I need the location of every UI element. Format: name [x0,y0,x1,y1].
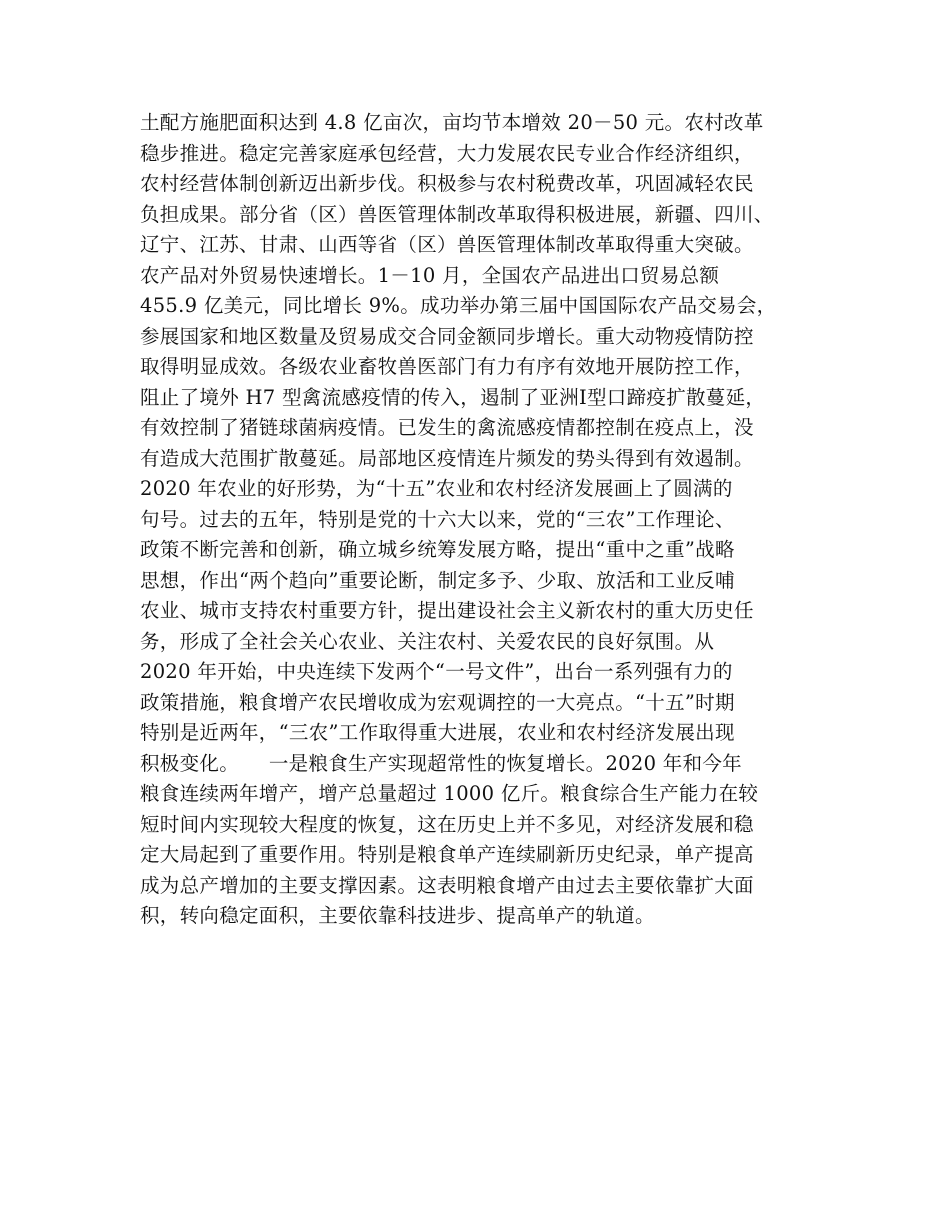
text-line: 政策不断完善和创新，确立城乡统筹发展方略，提出“重中之重”战略 [140,538,735,561]
text-line: 2020 年开始，中央连续下发两个“一号文件”，出台一系列强有力的 [140,660,733,683]
text-line: 农村经营体制创新迈出新步伐。积极参与农村税费改革，巩固减轻农民 [140,172,754,195]
text-line: 有造成大范围扩散蔓延。局部地区疫情连片频发的势头得到有效遏制。 [140,446,754,470]
text-line: 455.9 亿美元，同比增长 9%。成功举办第三届中国国际农产品交易会， [140,294,777,317]
text-line: 积，转向稳定面积，主要依靠科技进步、提高单产的轨道。 [140,904,655,927]
text-line: 有效控制了猪链球菌病疫情。已发生的禽流感疫情都控制在疫点上，没 [140,416,754,439]
text-line: 辽宁、江苏、甘肃、山西等省（区）兽医管理体制改革取得重大突破。 [140,233,754,256]
text-line: 句号。过去的五年，特别是党的十六大以来，党的“三农”工作理论、 [140,507,735,531]
body-text [140,108,840,932]
text-line: 思想，作出“两个趋向”重要论断，制定多予、少取、放活和工业反哺 [140,568,735,592]
text-line: 农业、城市支持农村重要方针，提出建设社会主义新农村的重大历史任 [140,599,754,622]
text-line: 土配方施肥面积达到 4.8 亿亩次，亩均节本增效 20－50 元。农村改革 [140,111,764,134]
text-line: 稳步推进。稳定完善家庭承包经营，大力发展农民专业合作经济组织， [140,141,754,165]
text-line: 务，形成了全社会关心农业、关注农村、关爱农民的良好氛围。从 [140,629,715,653]
text-line: 取得明显成效。各级农业畜牧兽医部门有力有序有效地开展防控工作， [140,355,754,378]
text-line: 阻止了境外 H7 型禽流感疫情的传入，遏制了亚洲Ⅰ型口蹄疫扩散蔓延， [140,385,766,409]
text-line: 成为总产增加的主要支撑因素。这表明粮食增产由过去主要依靠扩大面 [140,873,754,897]
text-line: 农产品对外贸易快速增长。1－10 月，全国农产品进出口贸易总额 [140,263,720,287]
text-line: 2020 年农业的好形势，为“十五”农业和农村经济发展画上了圆满的 [140,477,733,500]
text-line: 政策措施，粮食增产农民增收成为宏观调控的一大亮点。“十五”时期 [140,690,735,714]
text-line: 负担成果。部分省（区）兽医管理体制改革取得积极进展，新疆、四川、 [140,202,774,226]
text-line: 粮食连续两年增产，增产总量超过 1000 亿斤。粮食综合生产能力在较 [140,782,759,805]
text-line: 特别是近两年，“三农”工作取得重大进展，农业和农村经济发展出现 [140,721,735,744]
text-line: 参展国家和地区数量及贸易成交合同金额同步增长。重大动物疫情防控 [140,324,754,348]
text-line: 短时间内实现较大程度的恢复，这在历史上并不多见，对经济发展和稳 [140,812,754,836]
text-line: 积极变化。 一是粮食生产实现超常性的恢复增长。2020 年和今年 [140,751,742,775]
text-line: 定大局起到了重要作用。特别是粮食单产连续刷新历史纪录，单产提高 [140,843,754,866]
